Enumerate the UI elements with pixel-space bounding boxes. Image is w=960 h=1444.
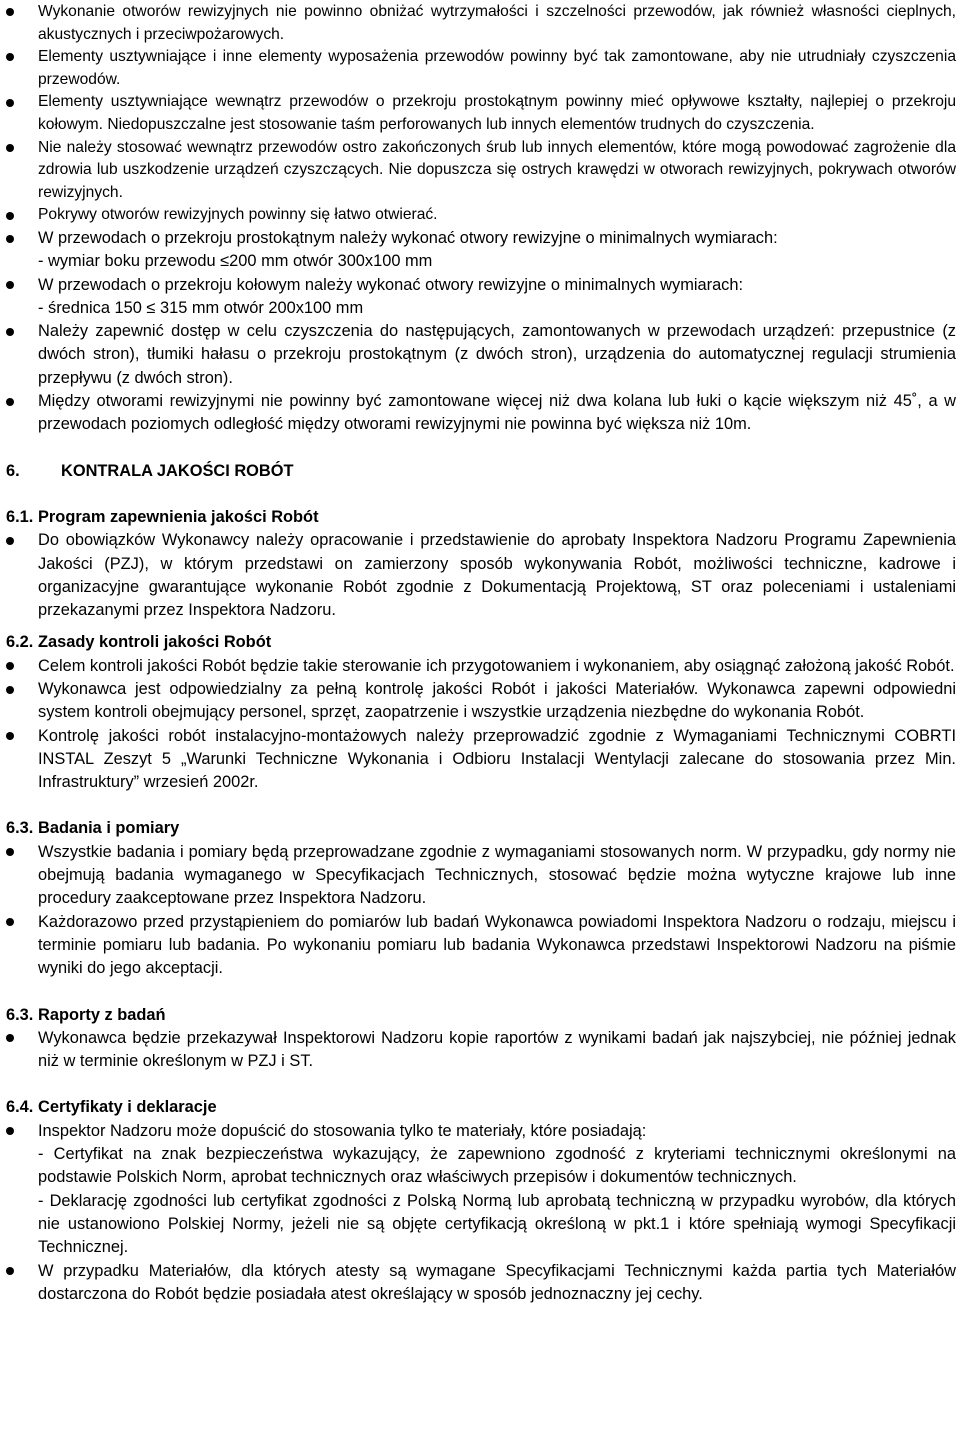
section-number: 6.4. <box>6 1098 34 1117</box>
section-6-1 <box>6 506 956 622</box>
paragraph: Wszystkie badania i pomiary będą przeprowadzane zgodnie z wymaganiami stosowanych norm. W przypadku, gdy normy nie obejmują badania wymaganego w Specyfikacjach Technicznych, stosować będzie można wytyczne krajowe lub inne procedury zaakceptowane przez Inspektora Nadzoru. <box>38 842 956 908</box>
paragraph: W przypadku Materiałów, dla których atesty są wymagane Specyfikacjami Technicznymi każda partia tych Materiałów dostarczona do Robót będzie posiadała atest określający w sposób jednoznaczny jej cechy. <box>38 1261 956 1303</box>
bullet-icon <box>6 274 38 290</box>
paragraph: Między otworami rewizyjnymi nie powinny być zamontowane więcej niż dwa kolana lub łuki o kącie większym niż 45˚, a w przewodach poziomych odległość między otworami rewizyjnymi nie powinna być większa niż 10m. <box>38 392 956 434</box>
bullet-icon <box>6 137 38 152</box>
paragraph: Do obowiązków Wykonawcy należy opracowanie i przedstawienie do aprobaty Inspektora Nadzoru Programu Zapewnienia Jakości (PZJ), w którym przedstawi on zamierzony sposób wykonywania Robót, możliwości techniczne, kadrowe i organizacyjne gwarantujące wykonanie Robót zgodnie z Dokumentacją Projektową, ST oraz poleceniami i ustaleniami przekazanymi przez Inspektora Nadzoru. <box>38 531 956 620</box>
bullet-icon <box>6 320 38 336</box>
paragraph: Kontrolę jakości robót instalacyjno-montażowych należy przeprowadzić zgodnie z Wymaganiami Technicznymi COBRTI INSTAL Zeszyt 5 „Warunki Techniczne Wykonania i Odbioru Instalacji Wentylacji zalecane do stosowania przez Min. Infrastruktury” wrzesień 2002r. <box>38 726 956 792</box>
bullet-icon <box>6 655 38 671</box>
section-number: 6.3. <box>6 819 34 838</box>
paragraph: Celem kontroli jakości Robót będzie takie sterowanie ich przygotowaniem i wykonaniem, aby osiągnąć założoną jakość Robót. <box>38 656 955 675</box>
bullet-icon <box>6 204 38 219</box>
bullet-icon <box>6 227 38 243</box>
list-item <box>6 320 956 390</box>
list-item <box>6 274 956 321</box>
list-item <box>6 204 956 227</box>
list-item <box>6 678 956 725</box>
paragraph: Każdorazowo przed przystąpieniem do pomiarów lub badań Wykonawca powiadomi Inspektora Nadzoru o rodzaju, miejscu i terminie pomiaru lub badania. Po wykonaniu pomiaru lub badania Wykonawca przedstawi Inspektorowi Nadzoru na piśmie wyniki do jego akceptacji. <box>38 912 956 978</box>
paragraph: - średnica 150 ≤ 315 mm otwór 200x100 mm <box>38 298 364 317</box>
section-heading <box>6 1096 956 1119</box>
bullet-icon <box>6 1 38 16</box>
list-item <box>6 655 956 678</box>
paragraph: Nie należy stosować wewnątrz przewodów ostro zakończonych śrub lub innych elementów, które mogą powodować zagrożenie dla zdrowia lub uszkodzenie urządzeń czyszczących. Nie dopuszcza się ostrych krawędzi w otworach rewizyjnych, pokrywach otworów rewizyjnych. <box>38 138 956 201</box>
section-title: Certyfikaty i deklaracje <box>38 1098 217 1117</box>
section-heading <box>6 817 956 840</box>
bullet-icon <box>6 46 38 61</box>
section-heading <box>6 1004 956 1027</box>
paragraph: Wykonawca będzie przekazywał Inspektorowi Nadzoru kopie raportów z wynikami badań jak najszybciej, nie później jednak niż w terminie określonym w PZJ i ST. <box>38 1028 956 1071</box>
section-title: Badania i pomiary <box>38 819 180 838</box>
paragraph: Elementy usztywniające i inne elementy wyposażenia przewodów powinny być tak zamontowane, aby nie utrudniały czyszczenia przewodów. <box>38 48 956 88</box>
bullet-icon <box>6 1027 38 1043</box>
bullet-icon <box>6 1120 38 1136</box>
paragraph: Elementy usztywniające wewnątrz przewodów o przekroju prostokątnym powinny mieć opływowe kształty, najlepiej o przekroju kołowym. Niedopuszczalne jest stosowanie taśm perforowanych lub innych elementów trudnych do czyszczenia. <box>38 93 956 133</box>
paragraph: Pokrywy otworów rewizyjnych powinny się łatwo otwierać. <box>38 206 438 224</box>
main-list <box>6 227 956 437</box>
paragraph: Wykonawca jest odpowiedzialny za pełną kontrolę jakości Robót i jakości Materiałów. Wykonawca zapewni odpowiedni system kontroli obejmujący personel, sprzęt, zaopatrzenie i wszystkie urządzenia niezbędne do wykonania Robót. <box>38 679 956 722</box>
paragraph: Należy zapewnić dostęp w celu czyszczenia do następujących, zamontowanych w przewodach urządzeń: przepustnice (z dwóch stron), tłumiki hałasu o przekroju prostokątnym (z dwóch stron), urządzenia do automatycznej regulacji strumienia przepływu (z dwóch stron). <box>38 322 956 387</box>
list-item <box>6 911 956 981</box>
bullet-icon <box>6 841 38 857</box>
bullet-icon <box>6 911 38 927</box>
chapter-heading <box>6 460 956 483</box>
paragraph: - Certyfikat na znak bezpieczeństwa wykazujący, że zapewniono zgodność z kryteriami technicznymi określonymi na podstawie Polskich Norm, aprobat technicznych oraz właściwych przepisów i dokumentów technicznych. <box>38 1145 956 1187</box>
list-item <box>6 1120 956 1260</box>
section-6-2 <box>6 631 956 794</box>
bullet-icon <box>6 725 38 741</box>
section-number: 6.3. <box>6 1005 34 1024</box>
list-item <box>6 137 956 205</box>
section-title: Zasady kontroli jakości Robót <box>38 633 272 652</box>
paragraph: - Deklarację zgodności lub certyfikat zgodności z Polską Normą lub aprobatą techniczną w przypadku wyrobów, dla których nie ustanowiono Polskiej Normy, jeżeli nie są objęte certyfikacją określoną w pkt.1 i które spełniają wymogi Specyfikacji Technicznej. <box>38 1191 956 1257</box>
section-number: 6.1. <box>6 507 34 526</box>
list-item <box>6 1260 956 1307</box>
list-item <box>6 529 956 622</box>
bullet-icon <box>6 91 38 106</box>
list-item <box>6 1027 956 1074</box>
paragraph: Wykonanie otworów rewizyjnych nie powinno obniżać wytrzymałości i szczelności przewodów, jak również własności cieplnych, akustycznych i przeciwpożarowych. <box>38 3 956 43</box>
section-6-3-raporty <box>6 1004 956 1074</box>
section-heading <box>6 506 956 529</box>
bullet-icon <box>6 1260 38 1276</box>
list-item <box>6 227 956 274</box>
list-item <box>6 46 956 91</box>
paragraph: W przewodach o przekroju prostokątnym należy wykonać otwory rewizyjne o minimalnych wymiarach: <box>38 228 778 247</box>
intro-list <box>6 0 956 227</box>
section-6-3-badania <box>6 817 956 980</box>
section-6-4 <box>6 1096 956 1306</box>
list-item <box>6 841 956 911</box>
paragraph: W przewodach o przekroju kołowym należy wykonać otwory rewizyjne o minimalnych wymiarach: <box>38 275 744 294</box>
section-title: Raporty z badań <box>38 1005 166 1024</box>
section-heading <box>6 631 956 654</box>
paragraph: Inspektor Nadzoru może dopuścić do stosowania tylko te materiały, które posiadają: <box>38 1121 647 1140</box>
paragraph: - wymiar boku przewodu ≤200 mm otwór 300x100 mm <box>38 252 433 271</box>
section-title: Program zapewnienia jakości Robót <box>38 507 319 526</box>
section-number: 6.2. <box>6 633 34 652</box>
bullet-icon <box>6 529 38 545</box>
list-item <box>6 91 956 136</box>
list-item <box>6 1 956 46</box>
list-item <box>6 390 956 437</box>
list-item <box>6 725 956 795</box>
bullet-icon <box>6 678 38 694</box>
chapter-number: 6. <box>6 461 20 480</box>
chapter-title: KONTRALA JAKOŚCI ROBÓT <box>61 461 294 480</box>
bullet-icon <box>6 390 38 406</box>
